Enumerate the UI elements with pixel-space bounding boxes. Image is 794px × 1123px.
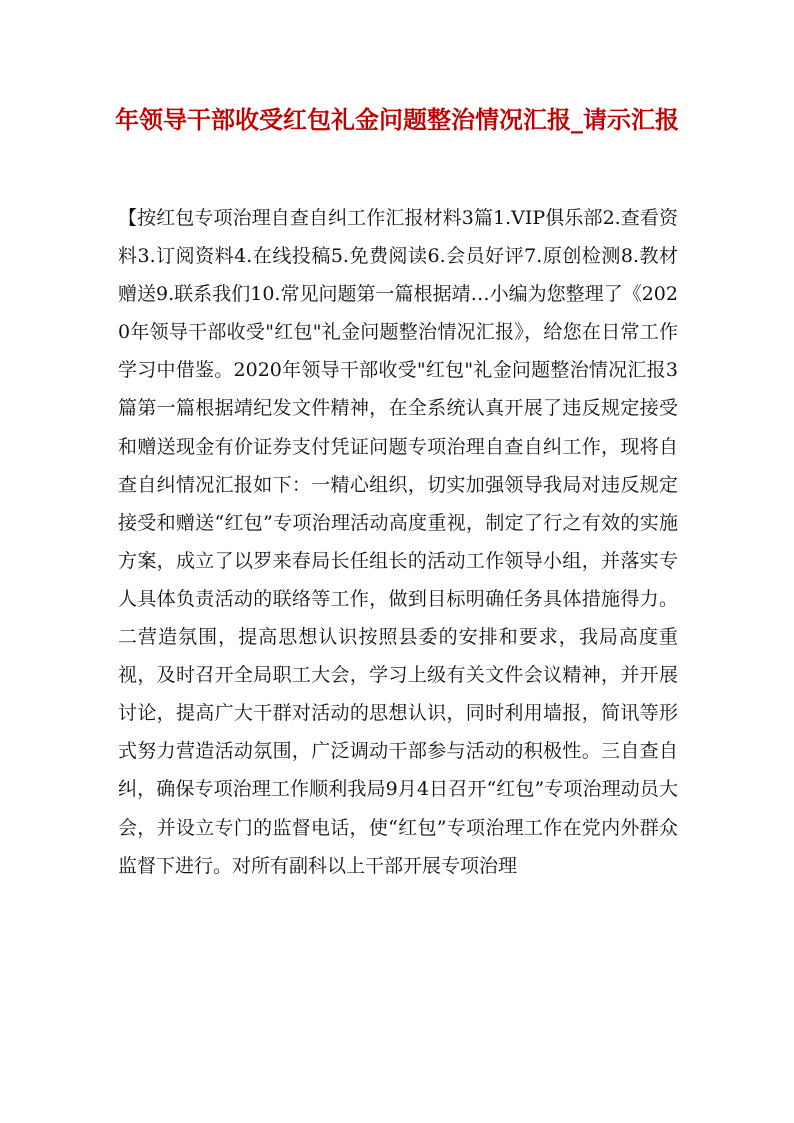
document-title: 年领导干部收受红包礼金问题整治情况汇报_请示汇报 <box>115 105 679 134</box>
document-body: 【按红包专项治理自查自纠工作汇报材料3篇1.VIP俱乐部2.查看资料3.订阅资料4.在线投稿5.免费阅读6.会员好评7.原创检测8.教材赠送9.联系我们10.常见问题第一篇根据靖…小编为您整理了《2020年领导干部收受"红包"礼金问题整治情况汇报》，给您在日常工作学习中借鉴。2020年领导干部收受"红包"礼金问题整治情况汇报3篇第一篇根据靖纪发文件精神，在全系统认真开展了违反规定接受和赠送现金有价证券支付凭证问题专项治理自查自纠工作，现将自查自纠情况汇报如下：一精心组织，切实加强领导我局对违反规定接受和赠送“红包”专项治理活动高度重视，制定了行之有效的实施方案，成立了以罗来春局长任组长的活动工作领导小组，并落实专人具体负责活动的联络等工作，做到目标明确任务具体措施得力。二营造氛围，提高思想认识按照县委的安排和要求，我局高度重视，及时召开全局职工大会，学习上级有关文件会议精神，并开展讨论，提高广大干群对活动的思想认识，同时利用墙报，简讯等形式努力营造活动氛围，广泛调动干部参与活动的积极性。三自查自纠，确保专项治理工作顺利我局9月4日召开“红包”专项治理动员大会，并设立专门的监督电话，使“红包”专项治理工作在党内外群众监督下进行。对所有副科以上干部开展专项治理 <box>118 207 678 877</box>
